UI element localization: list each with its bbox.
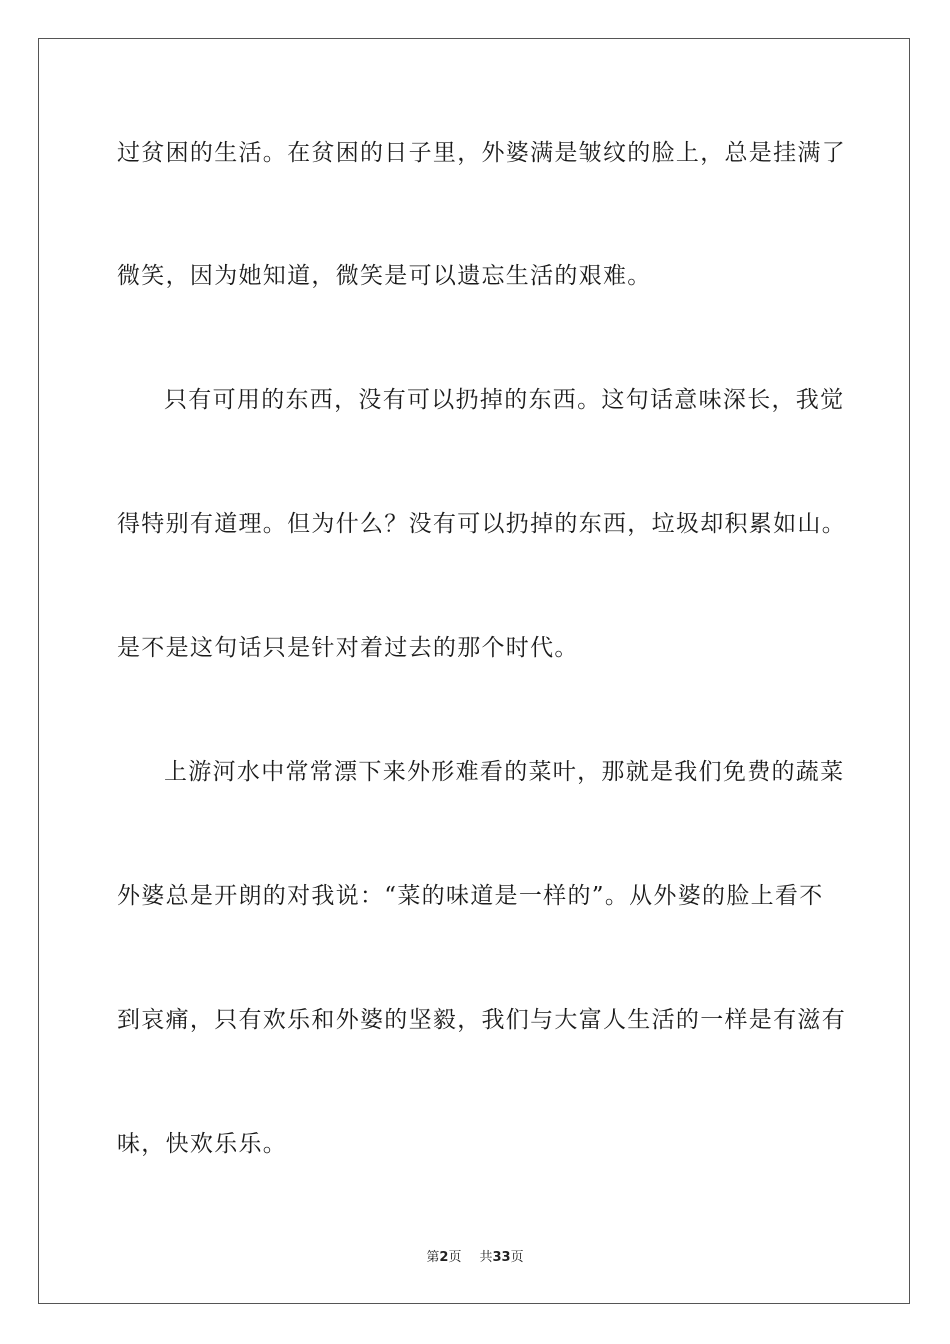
page-prefix: 第 (426, 1250, 440, 1265)
text-line-2: 微笑，因为她知道，微笑是可以遗忘生活的艰难。 (117, 263, 652, 289)
total-pages: 33 (492, 1250, 511, 1265)
page-number: 2 (439, 1250, 449, 1265)
text-line-7: 外婆总是开朗的对我说：“菜的味道是一样的”。从外婆的脸上看不 (117, 883, 824, 909)
text-line-9: 味，快欢乐乐。 (117, 1131, 288, 1157)
text-line-4: 得特别有道理。但为什么？没有可以扔掉的东西，垃圾却积累如山。 (117, 511, 846, 537)
page-border (38, 38, 910, 1304)
text-line-5: 是不是这句话只是针对着过去的那个时代。 (117, 635, 579, 661)
text-line-8: 到哀痛，只有欢乐和外婆的坚毅，我们与大富人生活的一样是有滋有 (117, 1007, 846, 1033)
page-footer (0, 1249, 950, 1267)
text-line-1: 过贫困的生活。在贫困的日子里，外婆满是皱纹的脸上，总是挂满了 (117, 140, 846, 166)
text-line-6: 上游河水中常常漂下来外形难看的菜叶，那就是我们免费的蔬菜 (164, 759, 845, 785)
total-suffix: 页 (510, 1250, 524, 1265)
page-suffix: 页 (448, 1250, 462, 1265)
text-line-3: 只有可用的东西，没有可以扔掉的东西。这句话意味深长，我觉 (164, 387, 845, 413)
total-prefix: 共 (479, 1250, 493, 1265)
